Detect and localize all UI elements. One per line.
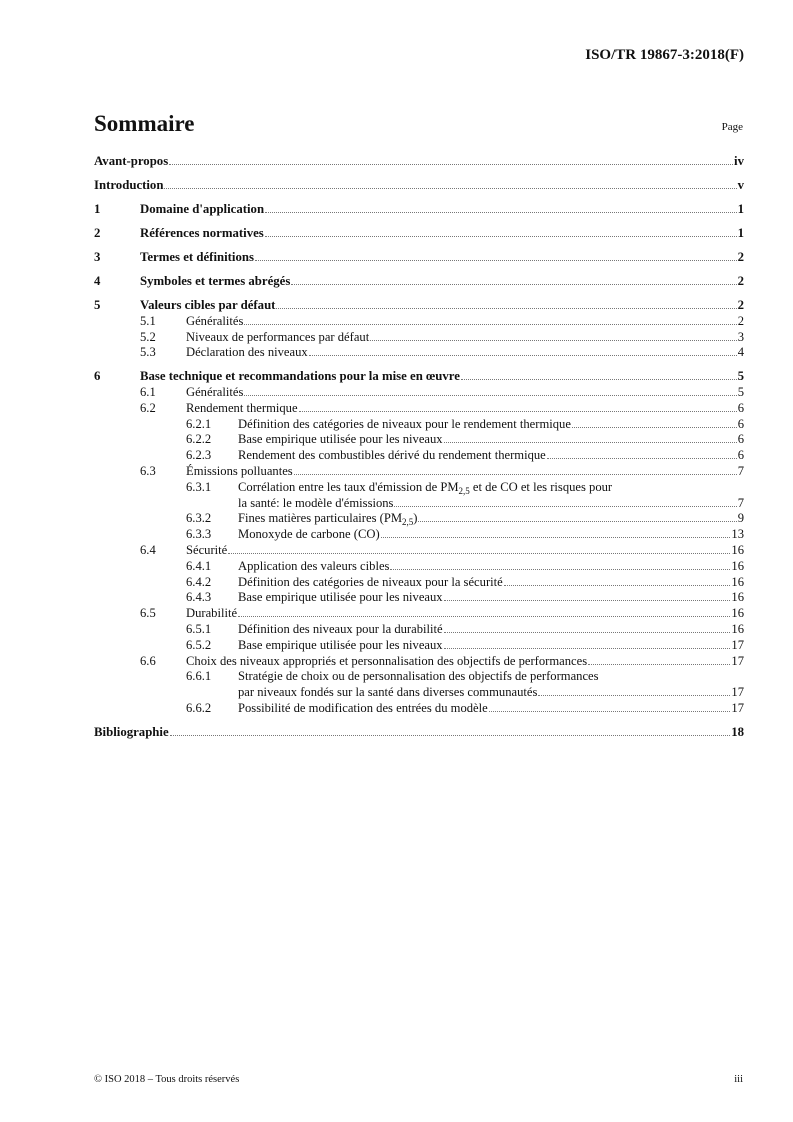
toc-entry-number: 5.3	[140, 345, 156, 360]
toc-entry-page: 7	[737, 464, 744, 479]
toc-entry-page: 2	[737, 273, 744, 288]
toc-entry-page: 5	[737, 385, 744, 400]
toc-entry-body	[238, 575, 744, 591]
toc-entry-title-text	[94, 154, 168, 170]
dot-leader	[291, 284, 736, 285]
toc-entry-title: Base empirique utilisée pour les niveaux	[238, 637, 443, 652]
dot-leader	[294, 474, 737, 475]
dot-leader	[390, 569, 730, 570]
toc-entry-title: Application des valeurs cibles	[238, 558, 390, 573]
toc-entry-body	[140, 226, 744, 242]
toc-entry-line	[238, 432, 744, 448]
toc-entry-number: 3	[94, 249, 101, 264]
toc-entry-body	[238, 590, 744, 606]
toc-entry-number: 1	[94, 201, 101, 216]
toc-entry-title: Sécurité	[186, 543, 228, 558]
toc-entry-number: 6.6.2	[186, 701, 212, 716]
toc-entry-body	[186, 401, 744, 417]
toc-entry-page: v	[737, 177, 744, 192]
toc-entry-line	[186, 543, 744, 559]
toc-entry-line	[94, 154, 744, 170]
toc-entry-title-text	[140, 250, 254, 266]
toc-entry-page: 6	[737, 400, 744, 415]
dot-leader	[588, 664, 730, 665]
footer-copyright: © ISO 2018 – Tous droits réservés	[94, 1074, 240, 1085]
toc-entry-line	[238, 590, 744, 606]
toc-entry-title: Définition des catégories de niveaux pour la sécurité	[238, 574, 503, 589]
toc-entry-page: 17	[731, 653, 744, 668]
toc-entry-body	[186, 464, 744, 480]
toc-entry-line	[238, 511, 744, 527]
toc-entry-line	[238, 638, 744, 654]
toc-entry-line	[238, 622, 744, 638]
toc-entry-page: 2	[737, 249, 744, 264]
toc-entry-number: 6.2.1	[186, 416, 212, 431]
toc-entry-title: Émissions polluantes	[186, 464, 293, 479]
toc-entry-page: 17	[731, 701, 744, 716]
toc-entry-number: 5.2	[140, 329, 156, 344]
toc-entry-body	[186, 314, 744, 330]
toc-entry-line	[186, 345, 744, 361]
toc-entry-body	[94, 178, 744, 194]
dot-leader	[164, 188, 736, 189]
toc-entry-number: 6	[94, 369, 101, 384]
toc-entry-page: 4	[737, 345, 744, 360]
toc-entry-title-text	[186, 654, 587, 670]
toc-entry-page: 6	[737, 448, 744, 463]
toc-entry-title-text	[238, 590, 443, 606]
toc-entry[interactable]	[94, 385, 744, 401]
toc-entry[interactable]	[94, 701, 744, 717]
toc-entry-body	[140, 274, 744, 290]
toc-entry-title-text	[140, 369, 460, 385]
toc-entry-title-text	[140, 274, 290, 290]
toc-entry-number: 6.5.1	[186, 622, 212, 637]
toc-entry-title-text	[186, 606, 237, 622]
toc-entry[interactable]	[94, 154, 744, 170]
toc-entry-number: 6.5	[140, 606, 156, 621]
toc-entry-line	[238, 417, 744, 433]
toc-entry-number: 4	[94, 273, 101, 288]
toc-entry[interactable]	[94, 250, 744, 266]
toc-entry[interactable]	[94, 448, 744, 464]
toc-entry-number: 2	[94, 225, 101, 240]
toc-entry-title: Définition des niveaux pour la durabilité	[238, 622, 443, 637]
toc-entry-number: 6.4	[140, 543, 156, 558]
toc-entry-body	[238, 669, 744, 701]
toc-entry-title-after: )	[413, 511, 418, 526]
toc-entry-line	[186, 654, 744, 670]
toc-entry-line	[238, 701, 744, 717]
toc-entry-title: Rendement des combustibles dérivé du rendement thermique	[238, 448, 546, 463]
toc-entry-title-text	[94, 178, 163, 194]
toc-entry-number: 6.3.2	[186, 511, 212, 526]
toc-entry-page: 1	[737, 201, 744, 216]
toc-entry-page: 16	[731, 606, 744, 621]
toc-entry-number: 6.5.2	[186, 637, 212, 652]
toc-entry-title: Fines matières particulaires (PM	[238, 511, 403, 526]
toc-entry-page: 1	[737, 225, 744, 240]
toc-entry-title-text	[186, 464, 293, 480]
toc-entry-title: Base technique et recommandations pour la mise en œuvre	[140, 369, 460, 384]
toc-entry-number: 6.3.1	[186, 479, 212, 494]
dot-leader	[461, 379, 737, 380]
toc-entry-title: Base empirique utilisée pour les niveaux	[238, 432, 443, 447]
toc-entry-title: Choix des niveaux appropriés et personnalisation des objectifs de performances	[186, 653, 588, 668]
toc-entry-page: 6	[737, 416, 744, 431]
toc-entry-title: Valeurs cibles par défaut	[140, 297, 276, 312]
toc-entry-title-text	[238, 669, 599, 685]
toc-entry-title: Durabilité	[186, 606, 238, 621]
toc-entry-number: 6.6	[140, 653, 156, 668]
toc-entry-number: 6.4.2	[186, 574, 212, 589]
toc-entry-title: Bibliographie	[94, 725, 169, 739]
toc-entry[interactable]	[94, 178, 744, 194]
toc-entry-title-text	[238, 638, 443, 654]
toc-entry-title-text	[238, 622, 443, 638]
toc-entry-title-text	[238, 527, 380, 543]
toc-entry[interactable]	[94, 274, 744, 290]
toc-entry-number: 5.1	[140, 313, 156, 328]
toc-entry[interactable]	[94, 432, 744, 448]
toc-entry-body	[186, 330, 744, 346]
dot-leader	[265, 212, 737, 213]
toc-entry[interactable]	[94, 314, 744, 330]
toc-entry-page: 6	[737, 432, 744, 447]
dot-leader	[169, 164, 733, 165]
toc-entry-title: Possibilité de modification des entrées du modèle	[238, 701, 488, 716]
toc-entry[interactable]	[94, 638, 744, 654]
toc-entry-line	[238, 496, 744, 512]
toc-entry-line	[94, 725, 744, 741]
document-id-header: ISO/TR 19867-3:2018(F)	[585, 47, 744, 63]
toc-entry-number: 5	[94, 297, 101, 312]
dot-leader	[444, 600, 731, 601]
toc-entry-body	[140, 202, 744, 218]
toc-entry-body	[94, 725, 744, 741]
dot-leader	[265, 236, 737, 237]
toc-entry-title-continued: par niveaux fondés sur la santé dans diverses communautés	[238, 685, 538, 700]
dot-leader	[370, 340, 736, 341]
toc-entry[interactable]	[94, 511, 744, 527]
dot-leader	[538, 695, 730, 696]
toc-entry-number: 6.1	[140, 385, 156, 400]
dot-leader	[244, 395, 736, 396]
toc-entry-line	[238, 575, 744, 591]
dot-leader	[381, 537, 731, 538]
toc-entry-title-text	[94, 725, 169, 741]
toc-entry-number: 6.4.1	[186, 558, 212, 573]
toc-entry-body	[94, 154, 744, 170]
toc-entry[interactable]	[94, 543, 744, 559]
toc-entry-line	[140, 250, 744, 266]
toc-entry-number: 6.3.3	[186, 527, 212, 542]
toc-entry-body	[186, 345, 744, 361]
toc-entry-title-text	[140, 202, 264, 218]
toc-entry[interactable]	[94, 669, 744, 701]
toc-entry-title-text	[140, 226, 264, 242]
toc-entry-page: 16	[731, 622, 744, 637]
toc-entry[interactable]	[94, 622, 744, 638]
toc-entry-line	[186, 464, 744, 480]
toc-entry-body	[186, 606, 744, 622]
toc-entry-body	[140, 298, 744, 314]
toc-entry-title: Généralités	[186, 313, 244, 328]
toc-entry[interactable]	[94, 369, 744, 385]
dot-leader	[170, 735, 731, 736]
toc-entry-page: iv	[734, 154, 744, 168]
dot-leader	[418, 521, 736, 522]
toc-entry-page: 5	[737, 369, 744, 384]
toc-entry-title-text	[238, 432, 443, 448]
toc-entry-body	[238, 622, 744, 638]
toc-entry-title-text	[140, 298, 275, 314]
toc-entry-line	[94, 178, 744, 194]
subscript: 2,5	[458, 485, 470, 496]
toc-entry-page: 16	[731, 574, 744, 589]
toc-entry[interactable]	[94, 559, 744, 575]
toc-entry-title-text	[186, 385, 243, 401]
toc-entry-title-text	[186, 330, 369, 346]
toc-entry-line	[186, 606, 744, 622]
toc-entry-line	[238, 527, 744, 543]
dot-leader	[255, 260, 737, 261]
toc-entry-body	[238, 432, 744, 448]
toc-entry-title-text	[238, 701, 488, 717]
toc-entry-number: 6.4.3	[186, 590, 212, 605]
toc-entry-line	[238, 559, 744, 575]
toc-entry-body	[140, 369, 744, 385]
subscript: 2,5	[402, 517, 414, 528]
toc-entry-body	[140, 250, 744, 266]
toc-entry-page: 9	[737, 511, 744, 526]
toc-entry-line	[140, 202, 744, 218]
dot-leader	[489, 711, 731, 712]
toc-entry-title: Références normatives	[140, 225, 264, 240]
dot-leader	[572, 427, 737, 428]
dot-leader	[309, 355, 737, 356]
footer-page-number: iii	[734, 1074, 743, 1085]
toc-entry-number: 6.2.3	[186, 448, 212, 463]
toc-entry-line	[186, 401, 744, 417]
toc-entry[interactable]	[94, 606, 744, 622]
toc-entry[interactable]	[94, 575, 744, 591]
toc-entry-title-text	[238, 480, 612, 496]
toc-entry-line	[238, 480, 744, 496]
toc-entry-page: 17	[731, 685, 744, 700]
toc-entry[interactable]	[94, 464, 744, 480]
toc-entry[interactable]	[94, 345, 744, 361]
dot-leader	[444, 632, 731, 633]
toc-entry-title-after: et de CO et les risques pour	[469, 479, 613, 494]
dot-leader	[394, 506, 736, 507]
toc-entry-line	[140, 226, 744, 242]
toc-entry-page: 16	[731, 558, 744, 573]
dot-leader	[244, 324, 736, 325]
dot-leader	[228, 553, 730, 554]
toc-entry-body	[238, 559, 744, 575]
toc-entry-line	[238, 685, 744, 701]
toc-entry-title: Corrélation entre les taux d'émission de PM	[238, 479, 459, 494]
toc-entry-title-text	[238, 511, 417, 527]
toc-entry-title-text	[238, 417, 571, 433]
toc-entry-body	[238, 480, 744, 512]
toc-entry-body	[238, 701, 744, 717]
page-column-label: Page	[721, 121, 743, 133]
toc-entry-title: Avant-propos	[94, 154, 169, 168]
toc-entry-title: Définition des catégories de niveaux pour le rendement thermique	[238, 416, 571, 431]
toc-entry-page: 16	[731, 590, 744, 605]
toc-entry-body	[186, 543, 744, 559]
toc-entry-title-text	[186, 314, 243, 330]
toc-entry-page: 18	[731, 725, 744, 739]
toc-entry-title: Symboles et termes abrégés	[140, 273, 291, 288]
toc-entry[interactable]	[94, 654, 744, 670]
toc-entry-title: Base empirique utilisée pour les niveaux	[238, 590, 443, 605]
toc-entry-title: Déclaration des niveaux	[186, 345, 308, 360]
toc-entry-body	[238, 527, 744, 543]
dot-leader	[299, 411, 737, 412]
dot-leader	[276, 308, 736, 309]
toc-entry-body	[186, 654, 744, 670]
dot-leader	[238, 616, 730, 617]
toc-entry-body	[238, 417, 744, 433]
toc-entry[interactable]	[94, 298, 744, 314]
dot-leader	[444, 648, 731, 649]
toc-entry-number: 6.2.2	[186, 432, 212, 447]
toc-entry-number: 6.2	[140, 400, 156, 415]
toc-entry[interactable]	[94, 590, 744, 606]
page-title: Sommaire	[94, 111, 195, 136]
dot-leader	[504, 585, 731, 586]
toc-entry-line	[140, 298, 744, 314]
toc-entry-line	[186, 314, 744, 330]
toc-entry-title-continued: la santé: le modèle d'émissions	[238, 495, 394, 510]
toc-entry[interactable]	[94, 480, 744, 512]
toc-entry[interactable]	[94, 725, 744, 741]
toc-entry-line	[140, 274, 744, 290]
toc-entry-line	[186, 385, 744, 401]
toc-entry-page: 16	[731, 543, 744, 558]
toc-entry-body	[238, 638, 744, 654]
toc-entry-title-text	[186, 543, 227, 559]
toc-entry-title-text	[238, 559, 389, 575]
toc-entry-page: 13	[731, 527, 744, 542]
toc-entry-title-text	[186, 401, 298, 417]
toc-entry[interactable]	[94, 401, 744, 417]
toc-entry-title: Stratégie de choix ou de personnalisation des objectifs de performances	[238, 669, 599, 684]
toc-entry-title-text	[186, 345, 308, 361]
dot-leader	[547, 458, 737, 459]
toc-entry-line	[238, 669, 744, 685]
toc-entry-title: Introduction	[94, 177, 164, 192]
toc-entry-title: Domaine d'application	[140, 201, 265, 216]
toc-entry[interactable]	[94, 226, 744, 242]
toc-entry-page: 2	[737, 313, 744, 328]
dot-leader	[444, 442, 737, 443]
toc-entry-title-text	[238, 448, 546, 464]
toc-entry-body	[238, 511, 744, 527]
toc-entry-title: Monoxyde de carbone (CO)	[238, 527, 380, 542]
toc-entry[interactable]	[94, 527, 744, 543]
toc-entry[interactable]	[94, 417, 744, 433]
toc-entry[interactable]	[94, 330, 744, 346]
toc-entry-body	[238, 448, 744, 464]
toc-entry-body	[186, 385, 744, 401]
toc-entry-title-text	[238, 575, 503, 591]
toc-entry-line	[238, 448, 744, 464]
toc-entry-page: 7	[737, 495, 744, 510]
table-of-contents	[94, 154, 744, 741]
toc-entry-line	[140, 369, 744, 385]
toc-entry-number: 6.6.1	[186, 669, 212, 684]
toc-entry-title: Généralités	[186, 385, 244, 400]
toc-entry-page: 2	[737, 297, 744, 312]
toc-entry[interactable]	[94, 202, 744, 218]
toc-entry-number: 6.3	[140, 464, 156, 479]
toc-entry-title: Niveaux de performances par défaut	[186, 329, 370, 344]
toc-entry-page: 17	[731, 637, 744, 652]
toc-entry-line	[186, 330, 744, 346]
toc-entry-title: Rendement thermique	[186, 400, 298, 415]
toc-entry-title: Termes et définitions	[140, 249, 254, 264]
toc-entry-page: 3	[737, 329, 744, 344]
